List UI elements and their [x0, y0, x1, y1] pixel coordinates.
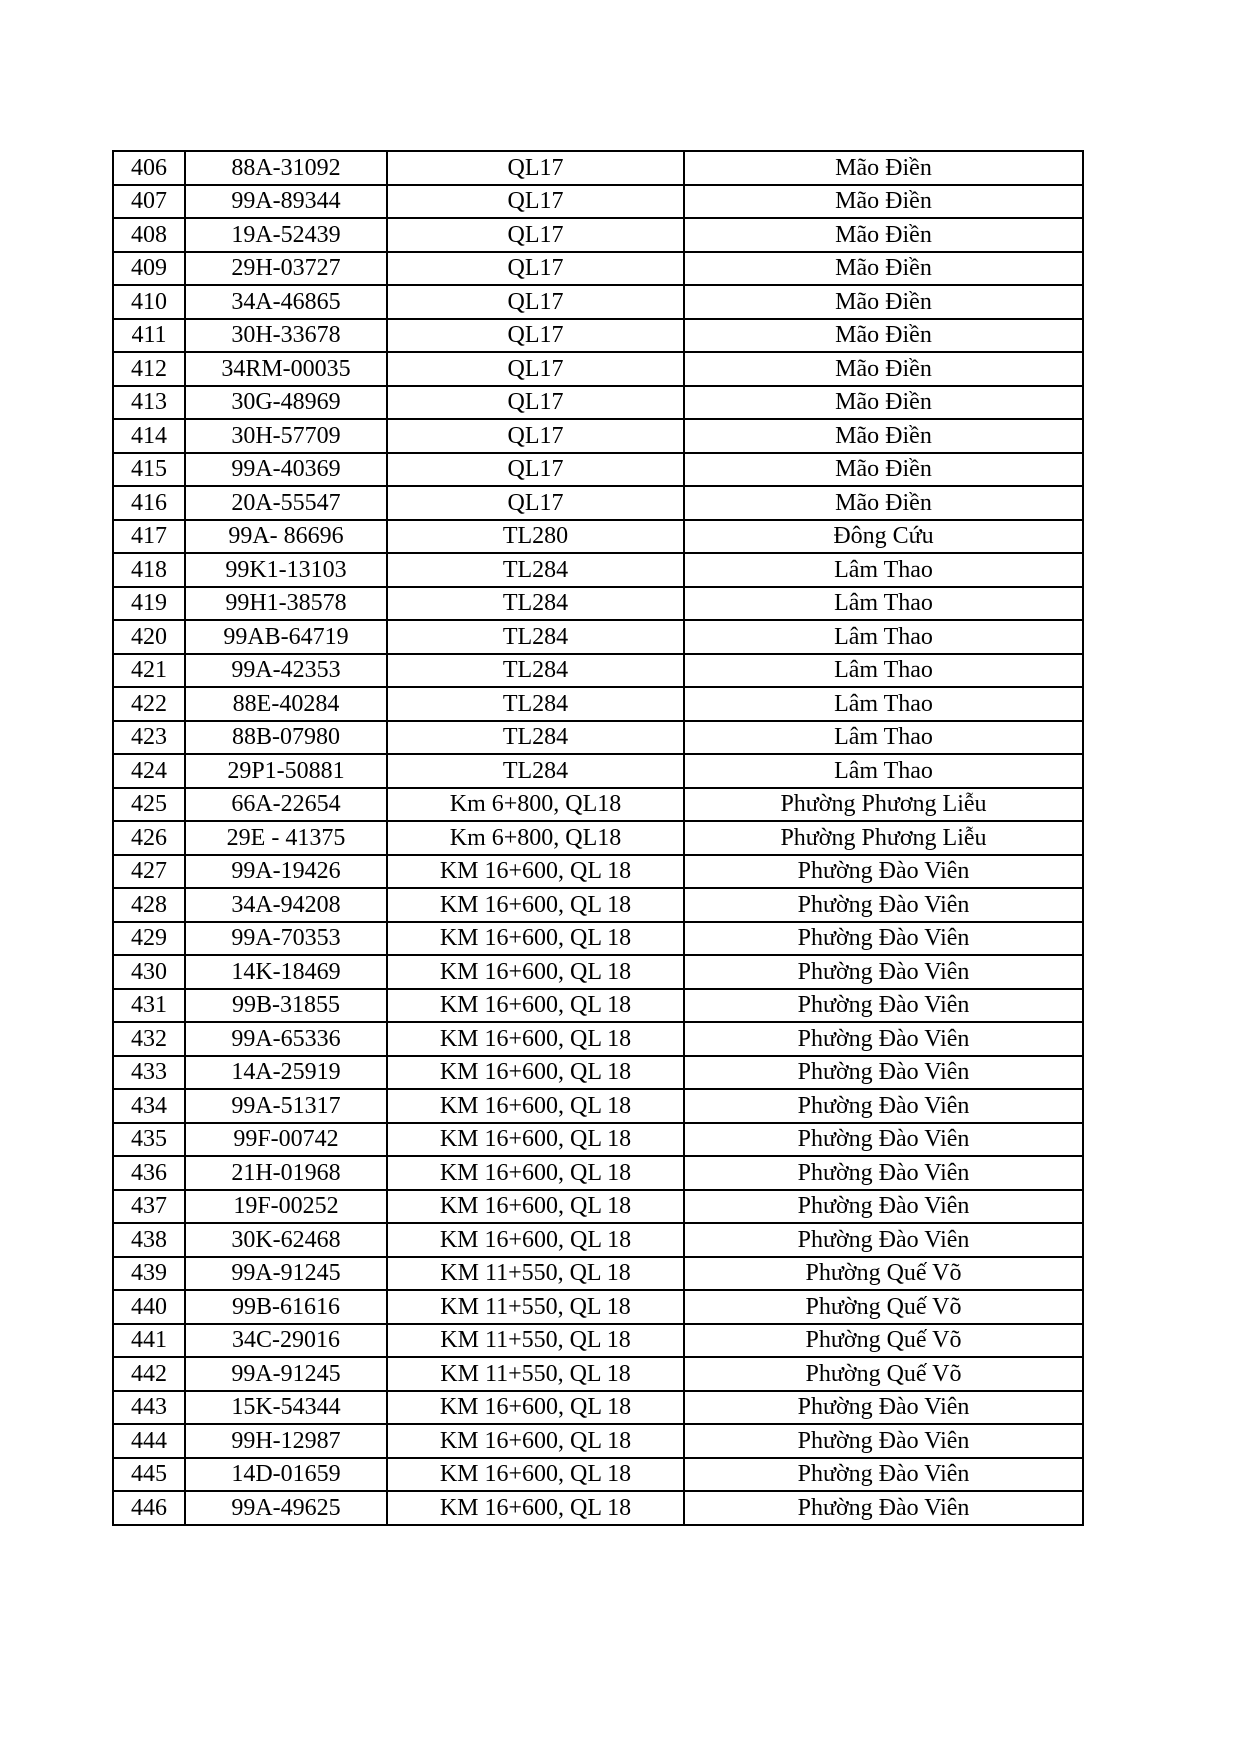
table-row	[113, 687, 1083, 721]
location-cell: KM 16+600, QL 18	[387, 1424, 684, 1458]
row-number-cell: 422	[113, 687, 185, 721]
table-row	[113, 654, 1083, 688]
table-row	[113, 453, 1083, 487]
row-number-cell: 446	[113, 1491, 185, 1525]
location-cell: QL17	[387, 486, 684, 520]
ward-cell: Lâm Thao	[684, 587, 1083, 621]
row-number-cell: 428	[113, 888, 185, 922]
license-plate-cell: 29P1-50881	[185, 754, 387, 788]
location-cell: KM 16+600, QL 18	[387, 1022, 684, 1056]
table-row	[113, 520, 1083, 554]
ward-cell: Phường Đào Viên	[684, 1223, 1083, 1257]
violation-table	[112, 150, 1084, 1526]
location-cell: QL17	[387, 252, 684, 286]
table-row	[113, 1391, 1083, 1425]
row-number-cell: 425	[113, 788, 185, 822]
row-number-cell: 444	[113, 1424, 185, 1458]
table-row	[113, 185, 1083, 219]
row-number-cell: 426	[113, 821, 185, 855]
violation-table-body	[113, 151, 1083, 1525]
table-row	[113, 1223, 1083, 1257]
license-plate-cell: 30H-33678	[185, 319, 387, 353]
ward-cell: Mão Điền	[684, 252, 1083, 286]
ward-cell: Mão Điền	[684, 453, 1083, 487]
location-cell: KM 16+600, QL 18	[387, 1391, 684, 1425]
license-plate-cell: 14D-01659	[185, 1458, 387, 1492]
table-row	[113, 486, 1083, 520]
table-row	[113, 386, 1083, 420]
license-plate-cell: 19A-52439	[185, 218, 387, 252]
ward-cell: Phường Đào Viên	[684, 922, 1083, 956]
license-plate-cell: 88B-07980	[185, 721, 387, 755]
table-row	[113, 1357, 1083, 1391]
ward-cell: Mão Điền	[684, 151, 1083, 185]
license-plate-cell: 34RM-00035	[185, 352, 387, 386]
location-cell: Km 6+800, QL18	[387, 821, 684, 855]
row-number-cell: 421	[113, 654, 185, 688]
ward-cell: Lâm Thao	[684, 654, 1083, 688]
license-plate-cell: 30H-57709	[185, 419, 387, 453]
row-number-cell: 417	[113, 520, 185, 554]
table-row	[113, 855, 1083, 889]
table-row	[113, 1491, 1083, 1525]
license-plate-cell: 99H1-38578	[185, 587, 387, 621]
ward-cell: Phường Đào Viên	[684, 1156, 1083, 1190]
table-row	[113, 419, 1083, 453]
row-number-cell: 436	[113, 1156, 185, 1190]
location-cell: QL17	[387, 352, 684, 386]
ward-cell: Phường Quế Võ	[684, 1290, 1083, 1324]
table-row	[113, 1458, 1083, 1492]
location-cell: KM 16+600, QL 18	[387, 1223, 684, 1257]
table-row	[113, 252, 1083, 286]
row-number-cell: 414	[113, 419, 185, 453]
row-number-cell: 442	[113, 1357, 185, 1391]
location-cell: KM 16+600, QL 18	[387, 955, 684, 989]
row-number-cell: 441	[113, 1324, 185, 1358]
ward-cell: Lâm Thao	[684, 620, 1083, 654]
location-cell: KM 16+600, QL 18	[387, 855, 684, 889]
license-plate-cell: 99A-91245	[185, 1357, 387, 1391]
location-cell: KM 16+600, QL 18	[387, 1190, 684, 1224]
row-number-cell: 409	[113, 252, 185, 286]
location-cell: QL17	[387, 151, 684, 185]
ward-cell: Phường Quế Võ	[684, 1357, 1083, 1391]
ward-cell: Phường Đào Viên	[684, 1424, 1083, 1458]
license-plate-cell: 99A-89344	[185, 185, 387, 219]
table-row	[113, 1056, 1083, 1090]
ward-cell: Phường Đào Viên	[684, 1458, 1083, 1492]
row-number-cell: 443	[113, 1391, 185, 1425]
location-cell: QL17	[387, 319, 684, 353]
location-cell: KM 11+550, QL 18	[387, 1290, 684, 1324]
location-cell: QL17	[387, 218, 684, 252]
location-cell: QL17	[387, 386, 684, 420]
row-number-cell: 411	[113, 319, 185, 353]
table-row	[113, 989, 1083, 1023]
ward-cell: Phường Đào Viên	[684, 1391, 1083, 1425]
ward-cell: Lâm Thao	[684, 721, 1083, 755]
table-row	[113, 721, 1083, 755]
table-row	[113, 754, 1083, 788]
location-cell: TL284	[387, 553, 684, 587]
row-number-cell: 431	[113, 989, 185, 1023]
location-cell: KM 16+600, QL 18	[387, 922, 684, 956]
table-row	[113, 1324, 1083, 1358]
license-plate-cell: 20A-55547	[185, 486, 387, 520]
table-row	[113, 319, 1083, 353]
ward-cell: Mão Điền	[684, 218, 1083, 252]
location-cell: KM 11+550, QL 18	[387, 1324, 684, 1358]
row-number-cell: 435	[113, 1123, 185, 1157]
location-cell: TL280	[387, 520, 684, 554]
table-row	[113, 1290, 1083, 1324]
row-number-cell: 418	[113, 553, 185, 587]
license-plate-cell: 99A- 86696	[185, 520, 387, 554]
license-plate-cell: 99A-65336	[185, 1022, 387, 1056]
ward-cell: Lâm Thao	[684, 754, 1083, 788]
license-plate-cell: 21H-01968	[185, 1156, 387, 1190]
license-plate-cell: 99AB-64719	[185, 620, 387, 654]
ward-cell: Phường Đào Viên	[684, 989, 1083, 1023]
location-cell: TL284	[387, 721, 684, 755]
location-cell: QL17	[387, 453, 684, 487]
ward-cell: Phường Đào Viên	[684, 955, 1083, 989]
location-cell: KM 11+550, QL 18	[387, 1357, 684, 1391]
location-cell: QL17	[387, 185, 684, 219]
ward-cell: Phường Quế Võ	[684, 1324, 1083, 1358]
table-row	[113, 955, 1083, 989]
row-number-cell: 434	[113, 1089, 185, 1123]
row-number-cell: 408	[113, 218, 185, 252]
license-plate-cell: 99A-19426	[185, 855, 387, 889]
ward-cell: Phường Đào Viên	[684, 1022, 1083, 1056]
license-plate-cell: 88E-40284	[185, 687, 387, 721]
location-cell: KM 11+550, QL 18	[387, 1257, 684, 1291]
table-row	[113, 888, 1083, 922]
license-plate-cell: 30G-48969	[185, 386, 387, 420]
table-row	[113, 1123, 1083, 1157]
license-plate-cell: 30K-62468	[185, 1223, 387, 1257]
license-plate-cell: 99B-61616	[185, 1290, 387, 1324]
row-number-cell: 439	[113, 1257, 185, 1291]
row-number-cell: 413	[113, 386, 185, 420]
table-row	[113, 285, 1083, 319]
table-row	[113, 1089, 1083, 1123]
row-number-cell: 420	[113, 620, 185, 654]
table-row	[113, 218, 1083, 252]
license-plate-cell: 29H-03727	[185, 252, 387, 286]
license-plate-cell: 34A-46865	[185, 285, 387, 319]
ward-cell: Đông Cứu	[684, 520, 1083, 554]
ward-cell: Phường Đào Viên	[684, 888, 1083, 922]
license-plate-cell: 99B-31855	[185, 989, 387, 1023]
location-cell: TL284	[387, 654, 684, 688]
ward-cell: Phường Đào Viên	[684, 1089, 1083, 1123]
license-plate-cell: 15K-54344	[185, 1391, 387, 1425]
table-row	[113, 620, 1083, 654]
license-plate-cell: 99A-70353	[185, 922, 387, 956]
location-cell: KM 16+600, QL 18	[387, 1089, 684, 1123]
license-plate-cell: 99A-40369	[185, 453, 387, 487]
location-cell: QL17	[387, 285, 684, 319]
table-row	[113, 1257, 1083, 1291]
license-plate-cell: 88A-31092	[185, 151, 387, 185]
ward-cell: Mão Điền	[684, 486, 1083, 520]
license-plate-cell: 99K1-13103	[185, 553, 387, 587]
ward-cell: Mão Điền	[684, 352, 1083, 386]
row-number-cell: 415	[113, 453, 185, 487]
row-number-cell: 427	[113, 855, 185, 889]
ward-cell: Mão Điền	[684, 285, 1083, 319]
row-number-cell: 423	[113, 721, 185, 755]
ward-cell: Lâm Thao	[684, 687, 1083, 721]
location-cell: QL17	[387, 419, 684, 453]
row-number-cell: 437	[113, 1190, 185, 1224]
row-number-cell: 438	[113, 1223, 185, 1257]
table-row	[113, 1156, 1083, 1190]
ward-cell: Phường Phương Liễu	[684, 821, 1083, 855]
row-number-cell: 412	[113, 352, 185, 386]
license-plate-cell: 99H-12987	[185, 1424, 387, 1458]
row-number-cell: 433	[113, 1056, 185, 1090]
ward-cell: Lâm Thao	[684, 553, 1083, 587]
location-cell: TL284	[387, 687, 684, 721]
license-plate-cell: 66A-22654	[185, 788, 387, 822]
location-cell: TL284	[387, 620, 684, 654]
location-cell: KM 16+600, QL 18	[387, 1156, 684, 1190]
row-number-cell: 406	[113, 151, 185, 185]
license-plate-cell: 19F-00252	[185, 1190, 387, 1224]
license-plate-cell: 34C-29016	[185, 1324, 387, 1358]
table-row	[113, 788, 1083, 822]
row-number-cell: 419	[113, 587, 185, 621]
location-cell: KM 16+600, QL 18	[387, 1458, 684, 1492]
row-number-cell: 430	[113, 955, 185, 989]
ward-cell: Phường Đào Viên	[684, 855, 1083, 889]
table-row	[113, 553, 1083, 587]
ward-cell: Mão Điền	[684, 419, 1083, 453]
table-row	[113, 587, 1083, 621]
location-cell: KM 16+600, QL 18	[387, 1056, 684, 1090]
license-plate-cell: 34A-94208	[185, 888, 387, 922]
ward-cell: Mão Điền	[684, 319, 1083, 353]
row-number-cell: 429	[113, 922, 185, 956]
table-row	[113, 922, 1083, 956]
table-row	[113, 352, 1083, 386]
location-cell: TL284	[387, 587, 684, 621]
row-number-cell: 424	[113, 754, 185, 788]
table-row	[113, 1190, 1083, 1224]
license-plate-cell: 99F-00742	[185, 1123, 387, 1157]
ward-cell: Phường Đào Viên	[684, 1056, 1083, 1090]
row-number-cell: 407	[113, 185, 185, 219]
row-number-cell: 445	[113, 1458, 185, 1492]
ward-cell: Phường Đào Viên	[684, 1491, 1083, 1525]
location-cell: TL284	[387, 754, 684, 788]
ward-cell: Mão Điền	[684, 185, 1083, 219]
location-cell: KM 16+600, QL 18	[387, 1491, 684, 1525]
license-plate-cell: 14K-18469	[185, 955, 387, 989]
ward-cell: Mão Điền	[684, 386, 1083, 420]
location-cell: KM 16+600, QL 18	[387, 989, 684, 1023]
ward-cell: Phường Phương Liễu	[684, 788, 1083, 822]
row-number-cell: 432	[113, 1022, 185, 1056]
table-row	[113, 151, 1083, 185]
ward-cell: Phường Đào Viên	[684, 1123, 1083, 1157]
license-plate-cell: 99A-42353	[185, 654, 387, 688]
location-cell: KM 16+600, QL 18	[387, 1123, 684, 1157]
table-row	[113, 821, 1083, 855]
location-cell: Km 6+800, QL18	[387, 788, 684, 822]
location-cell: KM 16+600, QL 18	[387, 888, 684, 922]
document-page	[112, 150, 1084, 1526]
license-plate-cell: 99A-49625	[185, 1491, 387, 1525]
license-plate-cell: 99A-51317	[185, 1089, 387, 1123]
license-plate-cell: 99A-91245	[185, 1257, 387, 1291]
row-number-cell: 416	[113, 486, 185, 520]
table-row	[113, 1022, 1083, 1056]
license-plate-cell: 14A-25919	[185, 1056, 387, 1090]
license-plate-cell: 29E - 41375	[185, 821, 387, 855]
row-number-cell: 440	[113, 1290, 185, 1324]
ward-cell: Phường Quế Võ	[684, 1257, 1083, 1291]
ward-cell: Phường Đào Viên	[684, 1190, 1083, 1224]
table-row	[113, 1424, 1083, 1458]
row-number-cell: 410	[113, 285, 185, 319]
